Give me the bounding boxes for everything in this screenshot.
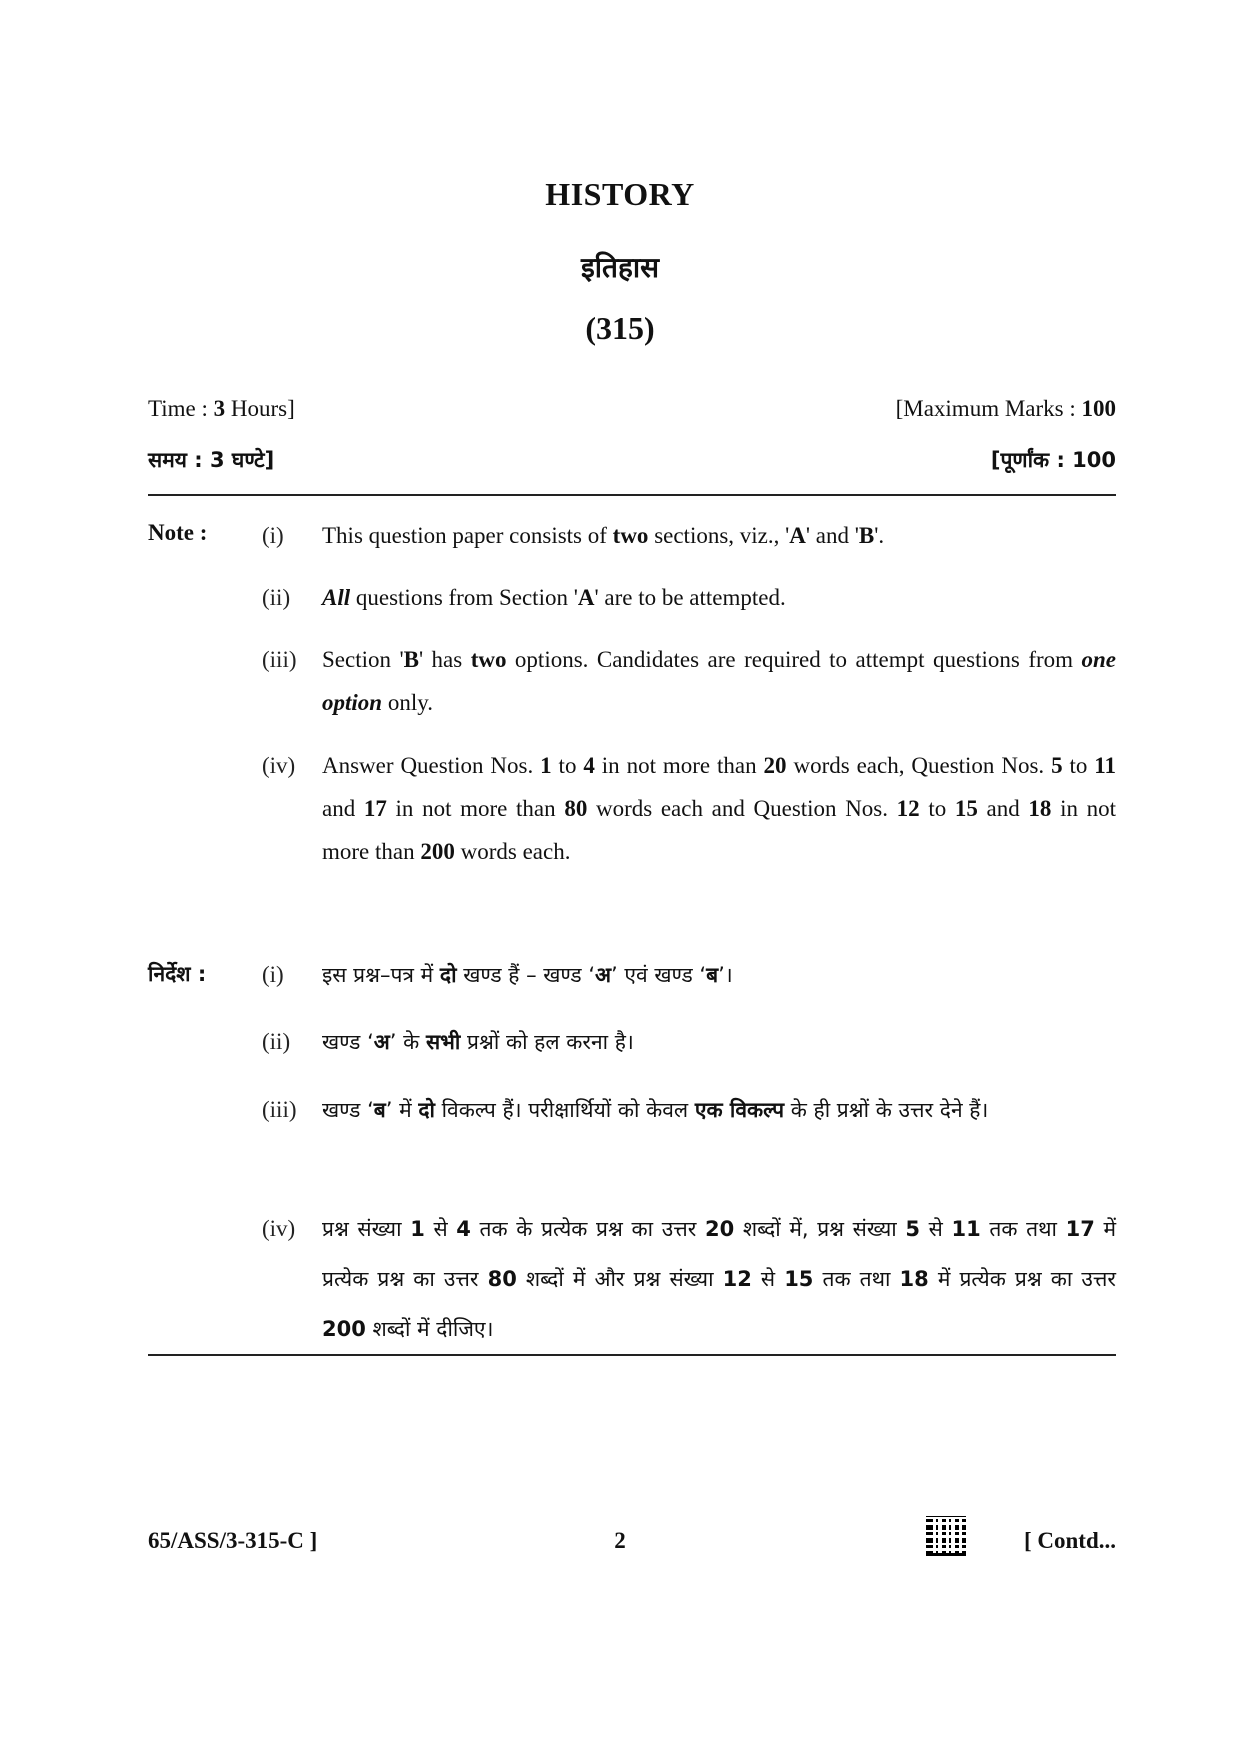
divider-bottom xyxy=(148,1354,1116,1356)
note-item-text: Answer Question Nos. 1 to 4 in not more than 20 words each, Question Nos. 5 to 11 and 17 in not more than 80 words each and Question Nos. 12 to 15 and 18 in not more than 200 words each. xyxy=(322,753,1117,864)
note-item xyxy=(262,514,1116,557)
note-label: Note : xyxy=(148,520,208,545)
note-item-text: प्रश्न संख्या 1 से 4 तक के प्रत्येक प्रश्न का उत्तर 20 शब्दों में, प्रश्न संख्या 5 से 11 तक तथा 17 में प्रत्येक प्रश्न का उत्तर 80 शब्दों में और प्रश्न संख्या 12 से 15 तक तथा 18 में प्रत्येक प्रश्न का उत्तर 200 शब्दों में दीजिए। xyxy=(322,1217,1117,1341)
time-marks-row xyxy=(148,396,1116,422)
page-number: 2 xyxy=(614,1528,626,1553)
page-title-hindi: इतिहास xyxy=(580,251,659,284)
note-item-number: (i) xyxy=(262,523,284,548)
note-item-number: (ii) xyxy=(262,1029,291,1054)
note-item-hindi xyxy=(262,1017,1116,1067)
divider-top xyxy=(148,494,1116,496)
note-item-number: (iv) xyxy=(262,753,296,778)
note-item-text: इस प्रश्न–पत्र में दो खण्ड हैं – खण्ड ‘अ’ एवं खण्ड ‘ब’। xyxy=(322,963,733,987)
note-item xyxy=(262,744,1116,873)
page-title: HISTORY xyxy=(545,176,695,212)
note-item-hindi xyxy=(262,950,1116,1000)
max-marks-info-hindi: [पूर्णांक : 100 xyxy=(990,448,1116,472)
note-label-hindi: निर्देश : xyxy=(148,962,207,986)
note-item-hindi xyxy=(262,1204,1116,1354)
note-item-text: Section 'B' has two options. Candidates are required to attempt questions from one option only. xyxy=(322,647,1116,715)
time-info-hindi: समय : 3 घण्टे] xyxy=(148,448,275,472)
note-item-number: (ii) xyxy=(262,585,291,610)
note-item-number: (i) xyxy=(262,962,284,987)
note-item-text: All questions from Section 'A' are to be attempted. xyxy=(322,585,786,610)
max-marks-info: [Maximum Marks : 100 xyxy=(895,396,1116,421)
time-info: Time : 3 Hours] xyxy=(148,396,295,421)
note-item xyxy=(262,576,1116,619)
time-marks-row-hindi xyxy=(148,446,1116,474)
note-item xyxy=(262,638,1116,724)
note-item-text: खण्ड ‘ब’ में दो विकल्प हैं। परीक्षार्थियों को केवल एक विकल्प के ही प्रश्नों के उत्तर देने हैं। xyxy=(322,1098,989,1122)
note-item-text: खण्ड ‘अ’ के सभी प्रश्नों को हल करना है। xyxy=(322,1030,634,1054)
note-item-hindi xyxy=(262,1085,1116,1135)
continued-label: [ Contd... xyxy=(1023,1528,1116,1553)
note-item-number: (iii) xyxy=(262,1097,297,1122)
note-item-number: (iv) xyxy=(262,1216,296,1241)
subject-code: (315) xyxy=(585,310,655,346)
note-item-number: (iii) xyxy=(262,647,297,672)
note-item-text: This question paper consists of two sections, viz., 'A' and 'B'. xyxy=(322,523,885,548)
qr-code-icon xyxy=(926,1516,966,1556)
paper-code: 65/ASS/3-315-C ] xyxy=(148,1528,318,1553)
